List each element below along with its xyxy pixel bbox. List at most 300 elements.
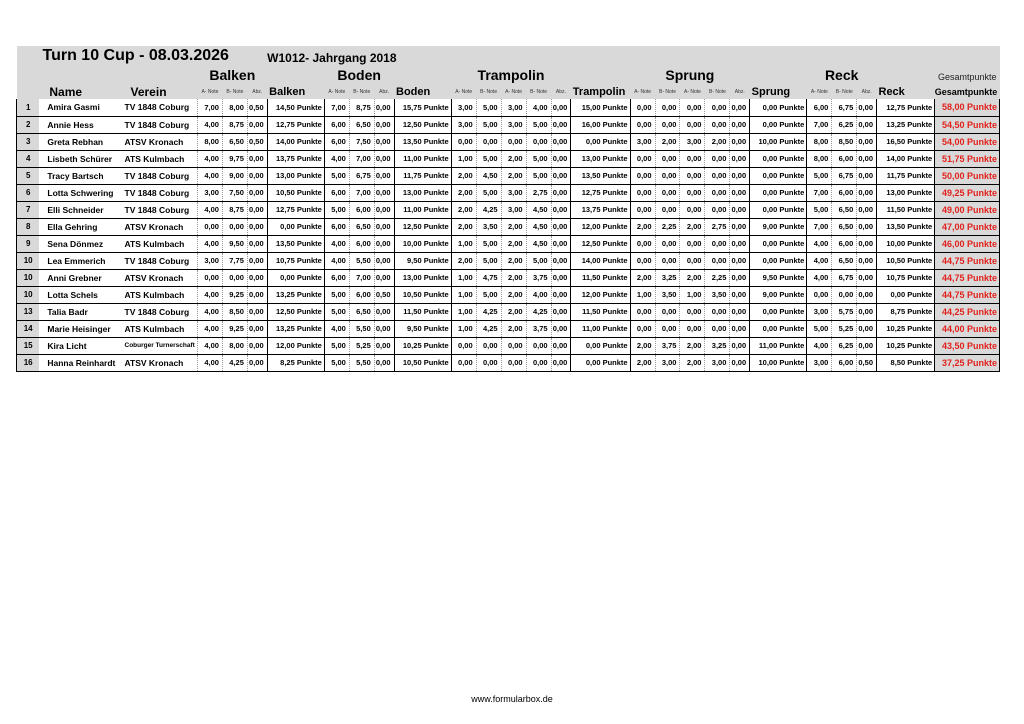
trampolin-score-cell: 0,00 xyxy=(551,252,571,269)
sprung-score-cell: 0,00 xyxy=(630,235,655,252)
athlete-name: Tracy Bartsch xyxy=(39,167,120,184)
trampolin-score-cell: 2,00 xyxy=(501,252,526,269)
sprung-sum-cell: 0,00 Punkte xyxy=(750,167,807,184)
boden-sum-cell: 15,75 Punkte xyxy=(394,99,451,116)
trampolin-score-cell: 2,00 xyxy=(451,201,476,218)
balken-score-cell: 0,00 xyxy=(247,286,267,303)
total-cell: 46,00 Punkte xyxy=(935,235,1000,252)
sprung-score-cell: 0,00 xyxy=(655,201,680,218)
reck-sum-cell: 10,75 Punkte xyxy=(877,269,935,286)
reck-abz-header: Abz. xyxy=(857,84,877,99)
boden-score-cell: 0,00 xyxy=(374,303,394,320)
reck-score-cell: 0,00 xyxy=(857,201,877,218)
total-cell: 54,00 Punkte xyxy=(935,133,1000,150)
balken-score-cell: 0,00 xyxy=(247,218,267,235)
balken-score-cell: 4,00 xyxy=(197,116,222,133)
trampolin-score-cell: 0,00 xyxy=(551,116,571,133)
boden-score-cell: 0,00 xyxy=(374,150,394,167)
balken-abz-header: Abz. xyxy=(247,84,267,99)
reck-score-cell: 6,75 xyxy=(832,167,857,184)
rank-cell: 5 xyxy=(17,167,40,184)
boden-score-cell: 0,00 xyxy=(374,337,394,354)
sprung-score-cell: 0,00 xyxy=(705,99,730,116)
reck-score-cell: 7,00 xyxy=(807,218,832,235)
sprung-score-cell: 0,00 xyxy=(730,184,750,201)
sprung-score-cell: 2,75 xyxy=(705,218,730,235)
balken-sum-cell: 8,25 Punkte xyxy=(267,354,324,371)
table-row xyxy=(17,218,1000,235)
balken-score-cell: 3,00 xyxy=(197,252,222,269)
balken-score-cell: 4,00 xyxy=(197,354,222,371)
reck-score-cell: 6,75 xyxy=(832,269,857,286)
reck-score-cell: 6,50 xyxy=(832,201,857,218)
rank-cell: 4 xyxy=(17,150,40,167)
reck-sum-cell: 16,50 Punkte xyxy=(877,133,935,150)
trampolin-score-cell: 5,00 xyxy=(476,184,501,201)
reck-sum-cell: 8,50 Punkte xyxy=(877,354,935,371)
trampolin-score-cell: 0,00 xyxy=(551,150,571,167)
boden-score-cell: 4,00 xyxy=(324,235,349,252)
trampolin-abz-header: Abz. xyxy=(551,84,571,99)
group-reck: Reck xyxy=(807,66,877,84)
trampolin-score-cell: 2,75 xyxy=(526,184,551,201)
balken-score-cell: 4,25 xyxy=(222,354,247,371)
trampolin-sum-cell: 11,50 Punkte xyxy=(571,269,630,286)
sprung-sum-cell: 0,00 Punkte xyxy=(750,235,807,252)
balken-score-cell: 4,00 xyxy=(197,201,222,218)
sprung-score-cell: 0,00 xyxy=(655,252,680,269)
balken-sum-cell: 13,75 Punkte xyxy=(267,150,324,167)
sprung-score-cell: 2,00 xyxy=(630,269,655,286)
club-name: ATS Kulmbach xyxy=(121,150,198,167)
table-row xyxy=(17,337,1000,354)
trampolin-score-cell: 0,00 xyxy=(476,337,501,354)
reck-score-cell: 8,00 xyxy=(807,150,832,167)
sprung-score-cell: 0,00 xyxy=(655,303,680,320)
reck-score-cell: 0,00 xyxy=(832,286,857,303)
reck-score-cell: 4,00 xyxy=(807,269,832,286)
sprung-score-cell: 0,00 xyxy=(730,337,750,354)
page-subtitle: W1012- Jahrgang 2018 xyxy=(267,46,551,66)
boden-score-cell: 6,50 xyxy=(349,303,374,320)
athlete-name: Elli Schneider xyxy=(39,201,120,218)
sprung-score-cell: 2,00 xyxy=(680,218,705,235)
trampolin-score-cell: 5,00 xyxy=(526,150,551,167)
boden-score-cell: 5,00 xyxy=(324,286,349,303)
boden-sum-cell: 9,50 Punkte xyxy=(394,320,451,337)
table-row xyxy=(17,235,1000,252)
sprung-score-cell: 0,00 xyxy=(680,116,705,133)
sprung-score-cell: 1,00 xyxy=(680,286,705,303)
sprung-score-cell: 3,75 xyxy=(655,337,680,354)
sprung-sum-cell: 9,00 Punkte xyxy=(750,218,807,235)
balken-score-cell: 4,00 xyxy=(197,150,222,167)
trampolin-score-cell: 4,25 xyxy=(476,201,501,218)
trampolin-score-cell: 3,00 xyxy=(501,184,526,201)
sprung-score-cell: 3,00 xyxy=(630,133,655,150)
reck-score-cell: 6,00 xyxy=(832,235,857,252)
balken-sum-cell: 12,75 Punkte xyxy=(267,116,324,133)
boden-score-cell: 0,00 xyxy=(374,167,394,184)
trampolin-score-cell: 5,00 xyxy=(526,252,551,269)
total-cell: 49,00 Punkte xyxy=(935,201,1000,218)
reck-sum-cell: 11,75 Punkte xyxy=(877,167,935,184)
total-cell: 50,00 Punkte xyxy=(935,167,1000,184)
club-name: TV 1848 Coburg xyxy=(121,252,198,269)
table-row xyxy=(17,269,1000,286)
trampolin-score-cell: 0,00 xyxy=(526,337,551,354)
reck-score-cell: 7,00 xyxy=(807,184,832,201)
reck-sum-cell: 12,75 Punkte xyxy=(877,99,935,116)
athlete-name: Lisbeth Schürer xyxy=(39,150,120,167)
sprung-sum-cell: 0,00 Punkte xyxy=(750,116,807,133)
sprung-score-cell: 0,00 xyxy=(680,252,705,269)
sprung-note-b-header: B- Note xyxy=(655,84,680,99)
club-name: ATSV Kronach xyxy=(121,133,198,150)
balken-score-cell: 9,00 xyxy=(222,167,247,184)
sprung-score-cell: 0,00 xyxy=(655,320,680,337)
boden-score-cell: 5,00 xyxy=(324,201,349,218)
sprung-score-cell: 3,25 xyxy=(655,269,680,286)
total-cell: 44,00 Punkte xyxy=(935,320,1000,337)
reck-score-cell: 6,00 xyxy=(832,184,857,201)
trampolin-score-cell: 2,00 xyxy=(501,150,526,167)
table-row xyxy=(17,150,1000,167)
club-name: TV 1848 Coburg xyxy=(121,99,198,116)
boden-sum-cell: 11,00 Punkte xyxy=(394,150,451,167)
boden-score-cell: 0,00 xyxy=(374,99,394,116)
club-name: TV 1848 Coburg xyxy=(121,184,198,201)
trampolin-score-cell: 2,00 xyxy=(501,235,526,252)
trampolin-score-cell: 4,00 xyxy=(526,286,551,303)
boden-score-cell: 6,75 xyxy=(349,167,374,184)
club-name: ATSV Kronach xyxy=(121,354,198,371)
balken-score-cell: 4,00 xyxy=(197,303,222,320)
trampolin-score-cell: 2,00 xyxy=(451,167,476,184)
boden-score-cell: 6,00 xyxy=(349,286,374,303)
balken-score-cell: 4,00 xyxy=(197,286,222,303)
boden-sum-cell: 10,50 Punkte xyxy=(394,354,451,371)
trampolin-sum-cell: 13,50 Punkte xyxy=(571,167,630,184)
boden-score-cell: 6,00 xyxy=(349,235,374,252)
balken-score-cell: 8,50 xyxy=(222,303,247,320)
balken-score-cell: 8,75 xyxy=(222,201,247,218)
balken-score-cell: 0,00 xyxy=(247,303,267,320)
group-boden: Boden xyxy=(324,66,394,84)
total-cell: 44,75 Punkte xyxy=(935,252,1000,269)
sprung-score-cell: 0,00 xyxy=(680,201,705,218)
balken-sum-cell: 14,50 Punkte xyxy=(267,99,324,116)
trampolin-score-cell: 0,00 xyxy=(501,354,526,371)
club-name: TV 1848 Coburg xyxy=(121,303,198,320)
trampolin-score-cell: 5,00 xyxy=(476,252,501,269)
boden-score-cell: 5,50 xyxy=(349,320,374,337)
trampolin-score-cell: 0,00 xyxy=(551,303,571,320)
boden-score-cell: 4,00 xyxy=(324,252,349,269)
sprung-score-cell: 2,00 xyxy=(680,354,705,371)
balken-sum-cell: 12,00 Punkte xyxy=(267,337,324,354)
boden-sum-cell: 13,00 Punkte xyxy=(394,269,451,286)
boden-sum-cell: 11,50 Punkte xyxy=(394,303,451,320)
trampolin-score-cell: 3,00 xyxy=(451,116,476,133)
balken-score-cell: 0,00 xyxy=(247,150,267,167)
sprung-score-cell: 0,00 xyxy=(730,235,750,252)
trampolin-score-cell: 1,00 xyxy=(451,150,476,167)
boden-sum-cell: 13,00 Punkte xyxy=(394,184,451,201)
reck-score-cell: 6,50 xyxy=(832,218,857,235)
verein-header: Verein xyxy=(121,84,198,99)
boden-sum-cell: 9,50 Punkte xyxy=(394,252,451,269)
reck-score-cell: 5,75 xyxy=(832,303,857,320)
footer-url: www.formularbox.de xyxy=(471,694,553,704)
trampolin-sum-cell: 0,00 Punkte xyxy=(571,354,630,371)
boden-sum-cell: 10,25 Punkte xyxy=(394,337,451,354)
boden-score-cell: 0,00 xyxy=(374,116,394,133)
trampolin-sum-cell: 11,00 Punkte xyxy=(571,320,630,337)
trampolin-score-cell: 0,00 xyxy=(551,218,571,235)
reck-sum-cell: 10,25 Punkte xyxy=(877,337,935,354)
table-row xyxy=(17,303,1000,320)
trampolin-score-cell: 5,00 xyxy=(476,286,501,303)
reck-score-cell: 0,00 xyxy=(857,320,877,337)
trampolin-sum-header: Trampolin xyxy=(571,84,630,99)
trampolin-score-cell: 5,00 xyxy=(476,150,501,167)
athlete-name: Kira Licht xyxy=(39,337,120,354)
sprung-score-cell: 0,00 xyxy=(705,235,730,252)
balken-score-cell: 0,00 xyxy=(197,269,222,286)
sprung-score-cell: 0,00 xyxy=(655,235,680,252)
boden-abz-header: Abz. xyxy=(374,84,394,99)
boden-score-cell: 6,00 xyxy=(324,116,349,133)
trampolin-score-cell: 4,25 xyxy=(526,303,551,320)
balken-sum-cell: 12,50 Punkte xyxy=(267,303,324,320)
athlete-name: Amira Gasmi xyxy=(39,99,120,116)
boden-sum-header: Boden xyxy=(394,84,451,99)
trampolin-score-cell: 1,00 xyxy=(451,235,476,252)
boden-score-cell: 0,00 xyxy=(374,133,394,150)
balken-score-cell: 8,75 xyxy=(222,116,247,133)
athlete-name: Lea Emmerich xyxy=(39,252,120,269)
balken-score-cell: 8,00 xyxy=(222,337,247,354)
trampolin-score-cell: 2,00 xyxy=(501,303,526,320)
club-name: TV 1848 Coburg xyxy=(121,201,198,218)
sprung-score-cell: 0,00 xyxy=(680,320,705,337)
sprung-score-cell: 0,00 xyxy=(630,303,655,320)
reck-score-cell: 7,00 xyxy=(807,116,832,133)
trampolin-sum-cell: 13,00 Punkte xyxy=(571,150,630,167)
boden-note-a-header: A- Note xyxy=(324,84,349,99)
reck-score-cell: 4,00 xyxy=(807,337,832,354)
sprung-score-cell: 2,00 xyxy=(655,133,680,150)
reck-score-cell: 0,00 xyxy=(857,303,877,320)
balken-score-cell: 4,00 xyxy=(197,167,222,184)
reck-score-cell: 0,00 xyxy=(857,252,877,269)
boden-score-cell: 5,00 xyxy=(324,303,349,320)
sprung-score-cell: 0,00 xyxy=(655,150,680,167)
trampolin-score-cell: 0,00 xyxy=(451,133,476,150)
sprung-score-cell: 0,00 xyxy=(730,150,750,167)
sprung-score-cell: 0,00 xyxy=(705,167,730,184)
athlete-name: Lotta Schels xyxy=(39,286,120,303)
group-trampolin: Trampolin xyxy=(451,66,571,84)
trampolin-sum-cell: 0,00 Punkte xyxy=(571,133,630,150)
trampolin-score-cell: 5,00 xyxy=(526,116,551,133)
trampolin-score-cell: 1,00 xyxy=(451,320,476,337)
sprung-score-cell: 0,00 xyxy=(705,201,730,218)
boden-score-cell: 5,00 xyxy=(324,337,349,354)
athlete-name: Anni Grebner xyxy=(39,269,120,286)
trampolin-score-cell: 4,25 xyxy=(476,303,501,320)
trampolin-score-cell: 2,00 xyxy=(451,252,476,269)
total-cell: 49,25 Punkte xyxy=(935,184,1000,201)
boden-score-cell: 6,00 xyxy=(324,133,349,150)
trampolin-score-cell: 5,00 xyxy=(526,167,551,184)
trampolin-score-cell: 2,00 xyxy=(451,184,476,201)
reck-sum-cell: 8,75 Punkte xyxy=(877,303,935,320)
balken-score-cell: 6,50 xyxy=(222,133,247,150)
club-name: TV 1848 Coburg xyxy=(121,167,198,184)
sprung-score-cell: 0,00 xyxy=(705,184,730,201)
balken-score-cell: 0,00 xyxy=(222,218,247,235)
trampolin-score-cell: 2,00 xyxy=(501,269,526,286)
trampolin-sum-cell: 13,75 Punkte xyxy=(571,201,630,218)
balken-sum-header: Balken xyxy=(267,84,324,99)
balken-score-cell: 0,50 xyxy=(247,133,267,150)
reck-score-cell: 5,00 xyxy=(807,167,832,184)
reck-score-cell: 6,50 xyxy=(832,252,857,269)
sprung-score-cell: 3,00 xyxy=(655,354,680,371)
club-name: ATS Kulmbach xyxy=(121,286,198,303)
sprung-score-cell: 0,00 xyxy=(655,167,680,184)
sprung-score-cell: 0,00 xyxy=(630,184,655,201)
total-cell: 58,00 Punkte xyxy=(935,99,1000,116)
sprung-sum-header: Sprung xyxy=(750,84,807,99)
sprung-note-a-header: A- Note xyxy=(630,84,655,99)
sprung-score-cell: 2,00 xyxy=(680,269,705,286)
balken-score-cell: 0,00 xyxy=(247,337,267,354)
reck-score-cell: 0,00 xyxy=(857,150,877,167)
balken-score-cell: 9,25 xyxy=(222,286,247,303)
sprung-score-cell: 2,00 xyxy=(630,354,655,371)
sprung-score-cell: 0,00 xyxy=(730,354,750,371)
balken-score-cell: 0,00 xyxy=(247,201,267,218)
total-cell: 43,50 Punkte xyxy=(935,337,1000,354)
trampolin-score-cell: 0,00 xyxy=(526,133,551,150)
trampolin-score-cell: 0,00 xyxy=(551,184,571,201)
boden-score-cell: 0,00 xyxy=(374,269,394,286)
balken-score-cell: 4,00 xyxy=(197,337,222,354)
sprung-score-cell: 0,00 xyxy=(655,184,680,201)
sprung-score-cell: 0,00 xyxy=(730,201,750,218)
sprung-score-cell: 0,00 xyxy=(705,150,730,167)
table-row xyxy=(17,184,1000,201)
sprung-score-cell: 0,00 xyxy=(705,303,730,320)
sprung-score-cell: 0,00 xyxy=(730,252,750,269)
sprung-score-cell: 0,00 xyxy=(655,116,680,133)
balken-score-cell: 3,00 xyxy=(197,184,222,201)
athlete-name: Annie Hess xyxy=(39,116,120,133)
trampolin-score-cell: 0,00 xyxy=(551,269,571,286)
reck-score-cell: 4,00 xyxy=(807,235,832,252)
boden-score-cell: 6,50 xyxy=(349,116,374,133)
boden-score-cell: 7,50 xyxy=(349,133,374,150)
trampolin-score-cell: 0,00 xyxy=(501,337,526,354)
trampolin-score-cell: 2,00 xyxy=(501,218,526,235)
balken-score-cell: 0,00 xyxy=(222,269,247,286)
table-row xyxy=(17,167,1000,184)
total-cell: 44,75 Punkte xyxy=(935,269,1000,286)
athlete-name: Hanna Reinhardt xyxy=(39,354,120,371)
sprung-sum-cell: 11,00 Punkte xyxy=(750,337,807,354)
sprung-score-cell: 0,00 xyxy=(680,235,705,252)
trampolin-sum-cell: 16,00 Punkte xyxy=(571,116,630,133)
rank-cell: 10 xyxy=(17,252,40,269)
sprung-score-cell: 0,00 xyxy=(705,116,730,133)
reck-score-cell: 0,00 xyxy=(857,116,877,133)
trampolin-score-cell: 1,00 xyxy=(451,286,476,303)
sprung-sum-cell: 10,00 Punkte xyxy=(750,133,807,150)
boden-score-cell: 0,00 xyxy=(374,201,394,218)
reck-score-cell: 5,00 xyxy=(807,201,832,218)
rank-cell: 8 xyxy=(17,218,40,235)
sprung-note-a-header: A- Note xyxy=(680,84,705,99)
balken-score-cell: 7,00 xyxy=(197,99,222,116)
reck-note-b-header: B- Note xyxy=(832,84,857,99)
table-row xyxy=(17,320,1000,337)
sprung-score-cell: 0,00 xyxy=(730,320,750,337)
reck-score-cell: 0,00 xyxy=(857,235,877,252)
boden-sum-cell: 10,50 Punkte xyxy=(394,286,451,303)
boden-score-cell: 0,50 xyxy=(374,286,394,303)
rank-cell: 6 xyxy=(17,184,40,201)
boden-sum-cell: 12,50 Punkte xyxy=(394,116,451,133)
sprung-score-cell: 0,00 xyxy=(730,218,750,235)
reck-score-cell: 6,75 xyxy=(832,99,857,116)
balken-score-cell: 7,50 xyxy=(222,184,247,201)
trampolin-score-cell: 4,75 xyxy=(476,269,501,286)
trampolin-score-cell: 0,00 xyxy=(551,337,571,354)
total-cell: 44,25 Punkte xyxy=(935,303,1000,320)
trampolin-sum-cell: 0,00 Punkte xyxy=(571,337,630,354)
balken-score-cell: 0,00 xyxy=(247,320,267,337)
trampolin-score-cell: 3,00 xyxy=(501,99,526,116)
rank-cell: 16 xyxy=(17,354,40,371)
sprung-sum-cell: 10,00 Punkte xyxy=(750,354,807,371)
sprung-score-cell: 0,00 xyxy=(680,303,705,320)
reck-score-cell: 6,00 xyxy=(832,150,857,167)
sprung-score-cell: 0,00 xyxy=(730,116,750,133)
trampolin-score-cell: 3,00 xyxy=(501,201,526,218)
trampolin-note-b-header: B- Note xyxy=(526,84,551,99)
balken-score-cell: 0,00 xyxy=(247,269,267,286)
sprung-score-cell: 0,00 xyxy=(630,150,655,167)
trampolin-score-cell: 0,00 xyxy=(551,99,571,116)
athlete-name: Sena Dönmez xyxy=(39,235,120,252)
sprung-score-cell: 0,00 xyxy=(680,150,705,167)
boden-score-cell: 6,50 xyxy=(349,218,374,235)
trampolin-score-cell: 0,00 xyxy=(551,320,571,337)
balken-score-cell: 7,75 xyxy=(222,252,247,269)
reck-score-cell: 6,00 xyxy=(807,99,832,116)
total-cell: 44,75 Punkte xyxy=(935,286,1000,303)
balken-score-cell: 0,00 xyxy=(247,167,267,184)
trampolin-note-b-header: B- Note xyxy=(476,84,501,99)
table-row xyxy=(17,286,1000,303)
reck-score-cell: 0,00 xyxy=(857,218,877,235)
balken-score-cell: 9,75 xyxy=(222,150,247,167)
trampolin-score-cell: 0,00 xyxy=(451,337,476,354)
table-row xyxy=(17,252,1000,269)
